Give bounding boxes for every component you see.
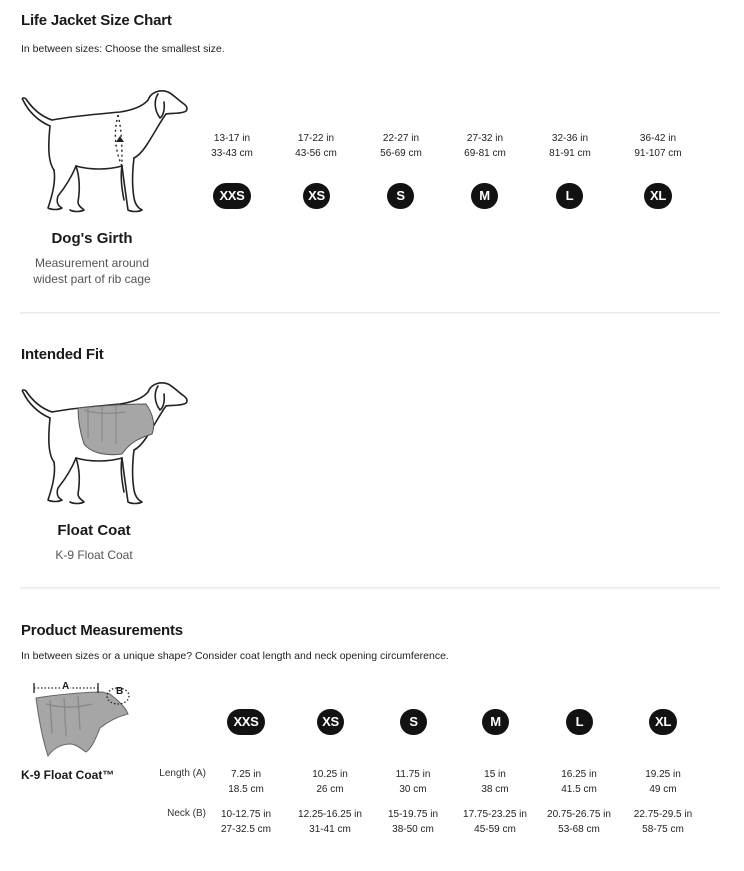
girth-caption-line-1: Measurement around	[34, 256, 150, 270]
product-size-s-badge: S	[400, 709, 427, 735]
size-m-badge: M	[471, 183, 498, 209]
size-m-inches: 27-32 in	[466, 133, 504, 144]
size-xl-cm: 91-107 cm	[634, 148, 682, 159]
size-s-cm: 56-69 cm	[380, 148, 422, 159]
neck-xl-cm: 58-75 cm	[642, 824, 684, 835]
length-s-cm: 30 cm	[399, 784, 427, 795]
length-m-cm: 38 cm	[481, 784, 509, 795]
size-xxs-badge: XXS	[213, 183, 251, 209]
size-xxs-inches: 13-17 in	[213, 133, 251, 144]
neck-m-cm: 45-59 cm	[474, 824, 516, 835]
neck-s-in: 15-19.75 in	[387, 809, 439, 820]
girth-caption-line-2: widest part of rib cage	[33, 272, 151, 286]
diagram-label-a: A	[62, 681, 70, 692]
size-l-inches: 32-36 in	[551, 133, 589, 144]
dog-float-coat-illustration	[18, 378, 193, 513]
girth-caption-title: Dog's Girth	[51, 230, 133, 247]
size-xl-badge: XL	[644, 183, 672, 209]
dog-girth-illustration	[18, 86, 193, 221]
product-size-xxs-badge: XXS	[227, 709, 265, 735]
section-divider	[20, 312, 720, 315]
size-m-cm: 69-81 cm	[464, 148, 506, 159]
length-xs-cm: 26 cm	[316, 784, 344, 795]
length-l-in: 16.25 in	[561, 769, 597, 780]
size-s-badge: S	[387, 183, 414, 209]
section-title-size-chart: Life Jacket Size Chart	[21, 12, 172, 29]
product-size-xs-badge: XS	[317, 709, 344, 735]
neck-xl-in: 22.75-29.5 in	[633, 809, 693, 820]
product-size-l-badge: L	[566, 709, 593, 735]
size-l-badge: L	[556, 183, 583, 209]
length-xl-in: 19.25 in	[645, 769, 681, 780]
size-l-cm: 81-91 cm	[549, 148, 591, 159]
neck-s-cm: 38-50 cm	[392, 824, 434, 835]
product-name: K-9 Float Coat™	[21, 768, 115, 782]
neck-xxs-cm: 27-32.5 cm	[220, 824, 272, 835]
size-xs-inches: 17-22 in	[297, 133, 335, 144]
section-subtitle-product-measurements: In between sizes or a unique shape? Consider coat length and neck opening circumference.	[21, 650, 449, 662]
length-l-cm: 41.5 cm	[561, 784, 597, 795]
length-xs-in: 10.25 in	[312, 769, 348, 780]
neck-xs-cm: 31-41 cm	[309, 824, 351, 835]
size-xxs-cm: 33-43 cm	[211, 148, 253, 159]
section-title-product-measurements: Product Measurements	[21, 622, 183, 639]
length-s-in: 11.75 in	[395, 769, 431, 780]
row-label-neck: Neck (B)	[167, 808, 206, 819]
neck-xs-in: 12.25-16.25 in	[298, 809, 362, 820]
length-m-in: 15 in	[484, 769, 506, 780]
product-size-xl-badge: XL	[649, 709, 677, 735]
size-xs-cm: 43-56 cm	[295, 148, 337, 159]
size-xl-inches: 36-42 in	[639, 133, 677, 144]
fit-caption-sub: K-9 Float Coat	[55, 548, 133, 562]
product-size-m-badge: M	[482, 709, 509, 735]
section-subtitle-size-chart: In between sizes: Choose the smallest size.	[21, 43, 225, 55]
size-xs-badge: XS	[303, 183, 330, 209]
length-xxs-cm: 18.5 cm	[228, 784, 264, 795]
neck-l-in: 20.75-26.75 in	[547, 809, 611, 820]
length-xxs-in: 7.25 in	[230, 769, 262, 780]
neck-m-in: 17.75-23.25 in	[463, 809, 527, 820]
section-title-intended-fit: Intended Fit	[21, 346, 104, 363]
length-xl-cm: 49 cm	[649, 784, 677, 795]
size-s-inches: 22-27 in	[382, 133, 420, 144]
neck-l-cm: 53-68 cm	[558, 824, 600, 835]
diagram-label-b: B	[116, 686, 124, 697]
row-label-length: Length (A)	[159, 768, 206, 779]
fit-caption-title: Float Coat	[57, 522, 131, 539]
neck-xxs-in: 10-12.75 in	[220, 809, 272, 820]
section-divider	[20, 587, 720, 590]
